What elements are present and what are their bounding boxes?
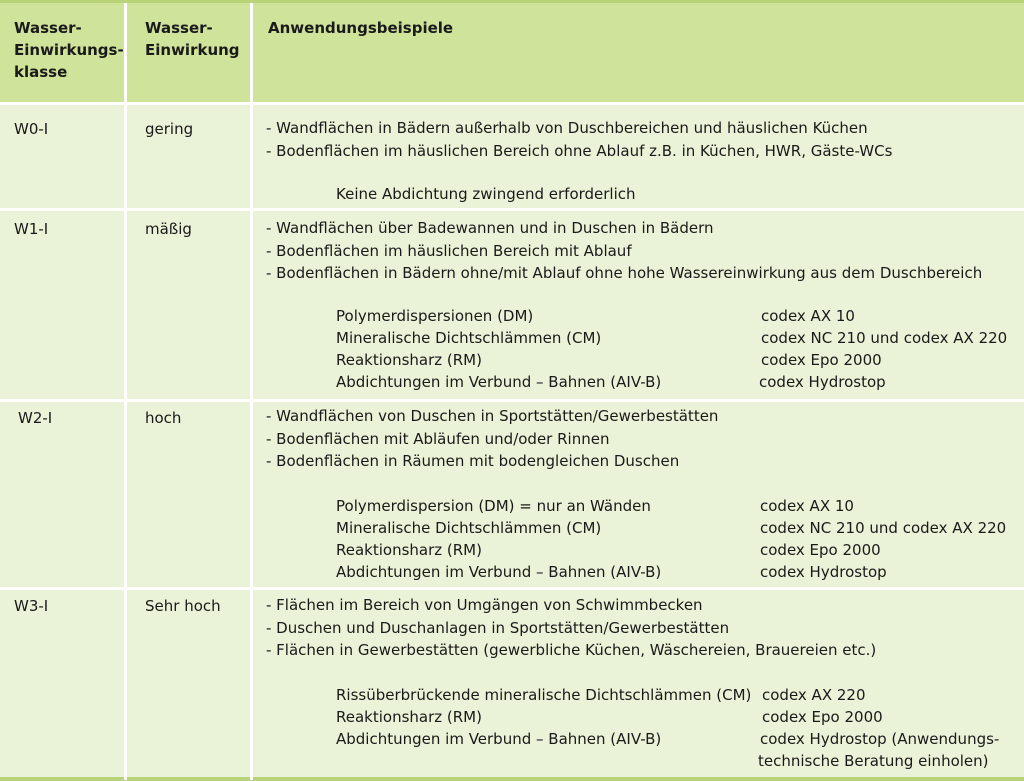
note-text: Keine Abdichtung zwingend erforderlich (336, 185, 636, 203)
einwirkung-cell: hoch (145, 409, 182, 427)
list-item: - Bodenflächen im häuslichen Bereich mit Ablauf (266, 241, 632, 260)
einwirkung-cell: gering (145, 120, 194, 138)
list-item: - Duschen und Duschanlagen in Sportstätten/Gewerbestätten (266, 618, 730, 637)
list-item: - Wandflächen über Badewannen und in Duschen in Bädern (266, 219, 714, 237)
list-item: - Wandflächen in Bädern außerhalb von Duschbereichen und häuslichen Küchen (266, 119, 868, 137)
product-code: codex AX 220 (762, 686, 866, 704)
product-type: Abdichtungen im Verbund – Bahnen (AIV-B) (336, 563, 662, 581)
list-item: - Bodenflächen mit Abläufen und/oder Rinnen (266, 429, 610, 448)
list-item: - Bodenflächen im häuslichen Bereich ohne Ablauf z.B. in Küchen, HWR, Gäste-WCs (266, 141, 893, 160)
product-code: codex Epo 2000 (760, 541, 881, 559)
product-code: technische Beratung einholen) (758, 752, 989, 770)
header-wasser-einwirkung: Wasser- Einwirkung (145, 19, 240, 59)
list-item: - Wandflächen von Duschen in Sportstätten/Gewerbestätten (266, 407, 719, 425)
klasse-cell: W0-I (14, 120, 49, 138)
product-type: Reaktionsharz (RM) (336, 541, 482, 559)
product-type: Reaktionsharz (RM) (336, 708, 482, 726)
product-type: Abdichtungen im Verbund – Bahnen (AIV-B) (336, 373, 662, 391)
bullet-list (266, 117, 892, 162)
product-code: codex NC 210 und codex AX 220 (760, 519, 1007, 537)
list-item: - Flächen in Gewerbestätten (gewerbliche Küchen, Wäschereien, Brauereien etc.) (266, 641, 877, 659)
product-code: codex NC 210 und codex AX 220 (761, 329, 1008, 347)
table-row-w1 (0, 211, 1024, 399)
product-type: Reaktionsharz (RM) (336, 351, 482, 369)
product-code: codex Hydrostop (759, 373, 886, 391)
product-type: Polymerdispersionen (DM) (336, 307, 534, 325)
bullet-list (266, 217, 982, 285)
product-code: codex Epo 2000 (761, 351, 882, 369)
product-type: Abdichtungen im Verbund – Bahnen (AIV-B) (336, 730, 662, 748)
bullet-list (266, 594, 876, 662)
product-type: Mineralische Dichtschlämmen (CM) (336, 329, 602, 347)
product-code: codex Hydrostop (Anwendungs- (760, 730, 1000, 748)
table-row-w2 (0, 402, 1024, 587)
table-header (0, 3, 1024, 103)
product-type: Mineralische Dichtschlämmen (CM) (336, 519, 602, 537)
einwirkung-cell: mäßig (145, 220, 192, 238)
bullet-list (266, 405, 718, 473)
product-code: codex Epo 2000 (762, 708, 883, 726)
klasse-cell: W3-I (14, 597, 49, 615)
list-item: - Flächen im Bereich von Umgängen von Schwimmbecken (266, 596, 703, 614)
table-row-w3 (0, 590, 1024, 780)
list-item: - Bodenflächen in Räumen mit bodengleichen Duschen (266, 452, 680, 470)
klasse-cell: W2-I (18, 409, 53, 427)
product-code: codex Hydrostop (760, 563, 887, 581)
product-code: codex AX 10 (761, 307, 855, 325)
header-wasser-einwirkungsklasse: Wasser- Einwirkungs- klasse (14, 19, 124, 81)
list-item: - Bodenflächen in Bädern ohne/mit Ablauf ohne hohe Wassereinwirkung aus dem Duschbereich (266, 264, 983, 282)
einwirkung-cell: Sehr hoch (145, 597, 221, 615)
product-type: Rissüberbrückende mineralische Dichtschlämmen (CM) (336, 686, 752, 704)
klasse-cell: W1-I (14, 220, 49, 238)
header-anwendungsbeispiele: Anwendungsbeispiele (268, 19, 454, 37)
table-row-w0 (0, 105, 1024, 208)
product-code: codex AX 10 (760, 497, 854, 515)
product-type: Polymerdispersion (DM) = nur an Wänden (336, 497, 651, 515)
